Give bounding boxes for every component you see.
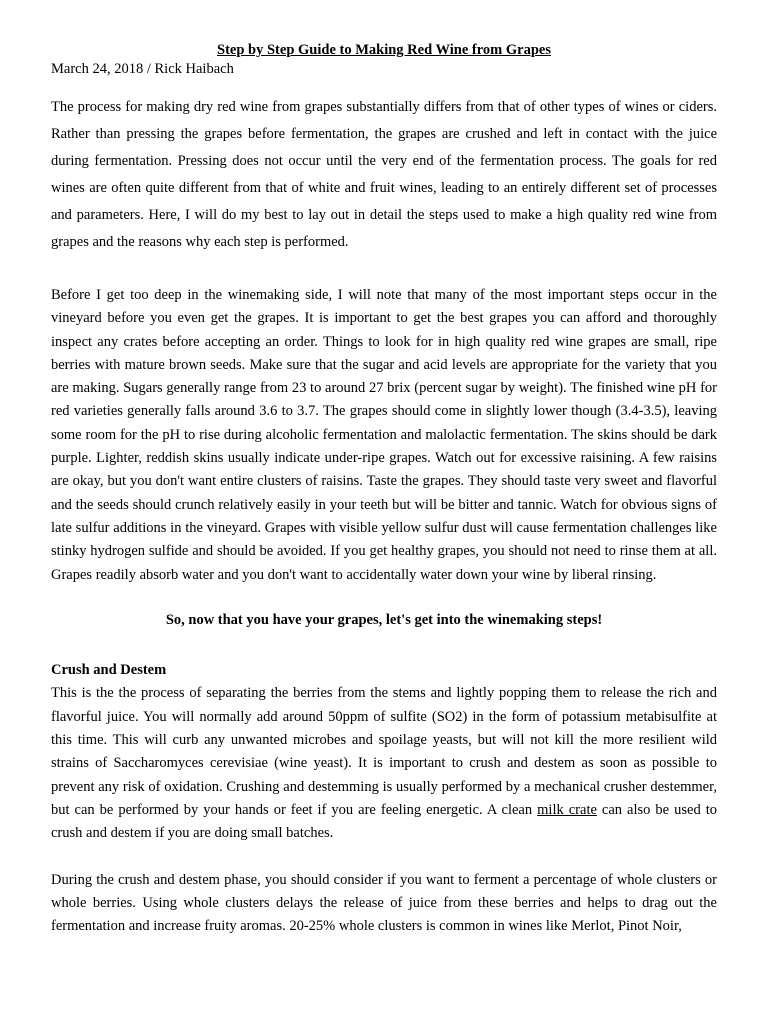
document-title: Step by Step Guide to Making Red Wine from Grapes (217, 42, 551, 58)
crush-text-before-link: This is the the process of separating the berries from the stems and lightly popping them to release the rich and flavorful juice. You will normally add around 50ppm of sulfite (SO2) in the form of potassium metabisulfite at this time. This will curb any unwanted microbes and spoilage yeasts, but will not kill the more resilient wild strains of Saccharomyces cerevisiae (wine yeast). It is important to crush and destem as soon as possible to prevent any risk of oxidation. Crushing and destemming is usually performed by a mechanical crusher destemmer, but can be performed by your hands or feet if you are feeling energetic. A clean (51, 685, 717, 818)
milk-crate-link[interactable]: milk crate (537, 801, 597, 818)
callout-text: So, now that you have your grapes, let's get into the winemaking steps! (165, 611, 603, 628)
crush-text-after-link: can also be used to crush and destem if you are doing small batches. (51, 801, 717, 842)
whole-clusters-paragraph: During the crush and destem phase, you should consider if you want to ferment a percentage of whole clusters or whole berries. Using whole clusters delays the release of juice from these berries and helps to drag out the fermentation and increase fruity aromas. 20-25% whole clusters is common in wines like Merlot, Pinot Noir, (51, 871, 717, 935)
document-page (51, 41, 717, 938)
section-heading-crush-destem: Crush and Destem (51, 662, 167, 679)
crush-paragraph (51, 682, 717, 845)
vineyard-paragraph: Before I get too deep in the winemaking side, I will note that many of the most important steps occur in the vineyard before you even get the grapes. It is important to get the best grapes you can afford and thoroughly inspect any crates before accepting an order. Things to look for in high quality red wine grapes are small, ripe berries with mature brown seeds. Make sure that the sugar and acid levels are appropriate for the variety that you are making. Sugars generally range from 23 to around 27 brix (percent sugar by weight). The finished wine pH for red varieties generally falls around 3.6 to 3.7. The grapes should come in slightly lower though (3.4-3.5), leaving some room for the pH to rise during alcoholic fermentation and malolactic fermentation. The skins should be dark purple. Lighter, reddish skins usually indicate under-ripe grapes. Watch out for excessive raisining. A few raisins are okay, but you don't want entire clusters of raisins. Taste the grapes. They should taste very sweet and flavorful and the seeds should crunch relatively easily in your teeth but will be bitter and tannic. Watch for obvious signs of late sulfur additions in the vineyard. Grapes with visible yellow sulfur dust will cause fermentation challenges like stinky hydrogen sulfide and should be avoided. If you get healthy grapes, you should not need to rinse them at all. Grapes readily absorb water and you don't want to accidentally water down your wine by liberal rinsing. (51, 287, 717, 583)
byline: March 24, 2018 / Rick Haibach (51, 61, 234, 77)
intro-paragraph: The process for making dry red wine from grapes substantially differs from that of other types of wines or ciders. Rather than pressing the grapes before fermentation, the grapes are crushed and left in contact with the juice during fermentation. Pressing does not occur until the very end of the fermentation process. The goals for red wines are often quite different from that of white and fruit wines, leading to an entirely different set of processes and parameters. Here, I will do my best to lay out in detail the steps used to make a high quality red wine from grapes and the reasons why each step is performed. (51, 99, 717, 250)
